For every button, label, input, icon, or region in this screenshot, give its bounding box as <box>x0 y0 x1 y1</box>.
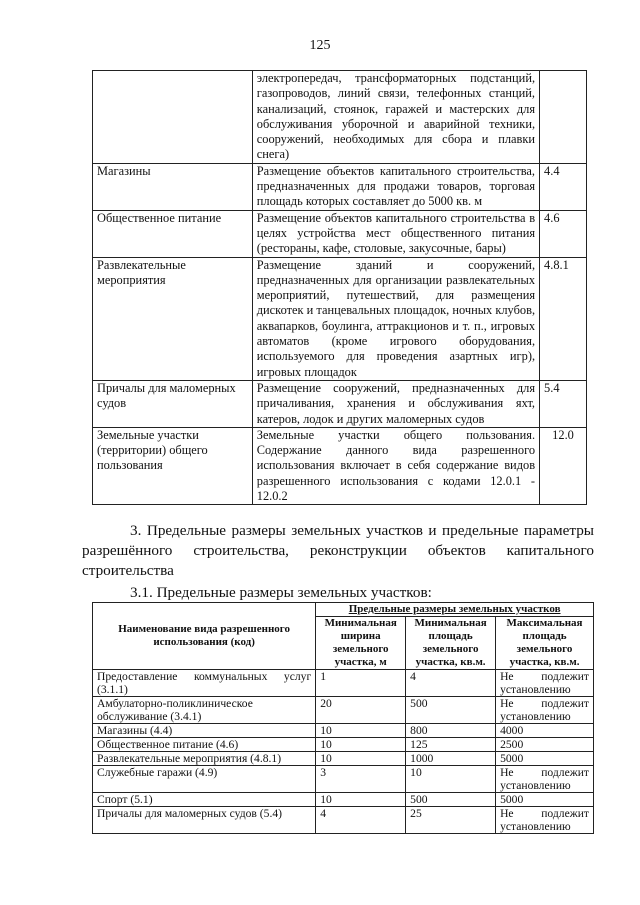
min-area-cell: 500 <box>406 697 496 724</box>
table-row <box>93 670 594 697</box>
min-width-cell: 10 <box>316 738 406 752</box>
min-width-cell: 1 <box>316 670 406 697</box>
land-plot-size-limits-table <box>92 602 594 834</box>
table-row <box>93 380 587 427</box>
use-type-name <box>93 71 253 164</box>
use-type-description: Земельные участки общего пользования. Содержание данного вида разрешенного использования включает в себя содержание видов разрешенного использования с кодами 12.0.1 - 12.0.2 <box>252 427 539 504</box>
use-type-description: Размещение зданий и сооружений, предназначенных для организации развлекательных мероприятий, путешествий, для размещения дискотек и танцевальных площадок, ночных клубов, аквапарков, боулинга, аттракционов и т. п., игровых автоматов (кроме игрового оборудования, используемого для проведения азартных игр), игровых площадок <box>252 257 539 380</box>
min-width-cell: 3 <box>316 766 406 793</box>
max-area-cell: 5000 <box>496 752 594 766</box>
use-type-name: Общественное питание <box>93 210 253 257</box>
use-type-description: Размещение сооружений, предназначенных для причаливания, хранения и обслуживания яхт, катеров, лодок и других маломерных судов <box>252 380 539 427</box>
table-row <box>93 257 587 380</box>
use-type-cell: Предоставление коммунальных услуг (3.1.1) <box>93 670 316 697</box>
land-use-types-table <box>92 70 587 505</box>
max-area-cell: Не подлежит установлению <box>496 697 594 724</box>
section-3-1-heading: 3.1. Предельные размеры земельных участков: <box>130 584 432 601</box>
section-3-heading: 3. Предельные размеры земельных участков и предельные параметры разрешённого строительства, реконструкции объектов капитального строительства <box>82 522 594 579</box>
min-area-cell: 10 <box>406 766 496 793</box>
min-width-cell: 10 <box>316 793 406 807</box>
table-row <box>93 793 594 807</box>
table-row <box>93 766 594 793</box>
use-type-cell: Служебные гаражи (4.9) <box>93 766 316 793</box>
min-width-cell: 4 <box>316 807 406 834</box>
use-type-name: Магазины <box>93 163 253 210</box>
max-area-cell: Не подлежит установлению <box>496 807 594 834</box>
use-type-cell: Развлекательные мероприятия (4.8.1) <box>93 752 316 766</box>
use-type-name: Земельные участки (территории) общего пользования <box>93 427 253 504</box>
max-area-cell: Не подлежит установлению <box>496 670 594 697</box>
header-min-width: Минимальная ширина земельного участка, м <box>316 617 406 670</box>
use-type-code: 4.6 <box>540 210 587 257</box>
use-type-description: электропередач, трансформаторных подстанций, газопроводов, линий связи, телефонных станций, канализаций, стоянок, гаражей и мастерских для обслуживания уборочной и аварийной техники, сооружений, необходимых для сбора и плавки снега) <box>252 71 539 164</box>
page-number: 125 <box>309 38 331 53</box>
max-area-cell: 2500 <box>496 738 594 752</box>
min-area-cell: 4 <box>406 670 496 697</box>
table-row <box>93 752 594 766</box>
header-min-area: Минимальная площадь земельного участка, кв.м. <box>406 617 496 670</box>
min-width-cell: 10 <box>316 752 406 766</box>
use-type-code: 4.4 <box>540 163 587 210</box>
min-width-cell: 10 <box>316 724 406 738</box>
header-use-type: Наименование вида разрешенного использования (код) <box>93 603 316 670</box>
min-area-cell: 25 <box>406 807 496 834</box>
min-area-cell: 800 <box>406 724 496 738</box>
max-area-cell: 4000 <box>496 724 594 738</box>
use-type-cell: Причалы для маломерных судов (5.4) <box>93 807 316 834</box>
use-type-description: Размещение объектов капитального строительства, предназначенных для продажи товаров, торговая площадь которых составляет до 5000 кв. м <box>252 163 539 210</box>
use-type-code: 4.8.1 <box>540 257 587 380</box>
table-row <box>93 807 594 834</box>
use-type-code: 12.0 <box>540 427 587 504</box>
use-type-cell: Спорт (5.1) <box>93 793 316 807</box>
table-row <box>93 71 587 164</box>
use-type-cell: Общественное питание (4.6) <box>93 738 316 752</box>
use-type-name: Развлекательные мероприятия <box>93 257 253 380</box>
use-type-name: Причалы для маломерных судов <box>93 380 253 427</box>
use-type-code: 5.4 <box>540 380 587 427</box>
use-type-description: Размещение объектов капитального строительства в целях устройства мест общественного питания (рестораны, кафе, столовые, закусочные, бары) <box>252 210 539 257</box>
min-area-cell: 125 <box>406 738 496 752</box>
table-row <box>93 210 587 257</box>
use-type-cell: Амбулаторно-поликлиническое обслуживание (3.4.1) <box>93 697 316 724</box>
header-max-area: Максимальная площадь земельного участка, кв.м. <box>496 617 594 670</box>
table-row <box>93 724 594 738</box>
use-type-code <box>540 71 587 164</box>
table-row <box>93 738 594 752</box>
min-width-cell: 20 <box>316 697 406 724</box>
table-row <box>93 163 587 210</box>
header-size-limits: Предельные размеры земельных участков <box>316 603 594 617</box>
max-area-cell: Не подлежит установлению <box>496 766 594 793</box>
min-area-cell: 500 <box>406 793 496 807</box>
max-area-cell: 5000 <box>496 793 594 807</box>
table-row <box>93 697 594 724</box>
min-area-cell: 1000 <box>406 752 496 766</box>
use-type-cell: Магазины (4.4) <box>93 724 316 738</box>
table-row <box>93 427 587 504</box>
